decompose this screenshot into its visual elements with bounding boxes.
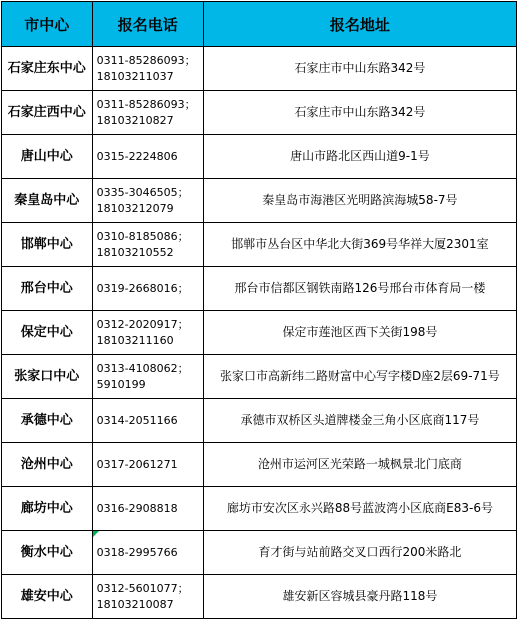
- address-cell: 石家庄市中山东路342号: [203, 91, 516, 135]
- address-cell: 廊坊市安次区永兴路88号蓝波湾小区底商E83-6号: [203, 487, 516, 531]
- registration-table-container: [1, 1, 517, 631]
- address-cell: 承德市双桥区头道牌楼金三角小区底商117号: [203, 399, 516, 443]
- table-row: [2, 487, 517, 531]
- address-cell: 秦皇岛市海港区光明路滨海城58-7号: [203, 179, 516, 223]
- phone-cell: [92, 355, 203, 399]
- center-name: 唐山中心: [2, 135, 93, 179]
- phone-primary: 0312-2020917；: [96, 317, 189, 331]
- phone-cell: [92, 399, 203, 443]
- phone-cell: [92, 135, 203, 179]
- phone-secondary: 18103210552: [96, 245, 174, 259]
- phone-secondary: 18103210087: [96, 597, 174, 611]
- center-name: 承德中心: [2, 399, 93, 443]
- header-row: [2, 2, 517, 47]
- phone-cell: [92, 531, 203, 575]
- center-name: 石家庄东中心: [2, 47, 93, 91]
- phone-primary: 0312-5601077；: [96, 581, 189, 595]
- table-row: [2, 47, 517, 91]
- table-row: [2, 355, 517, 399]
- phone-primary: 0311-85286093；: [96, 53, 196, 67]
- registration-table: [1, 1, 517, 619]
- center-name: 沧州中心: [2, 443, 93, 487]
- table-row: [2, 531, 517, 575]
- phone-secondary: 18103210827: [96, 113, 174, 127]
- phone-cell: [92, 267, 203, 311]
- phone-primary: 0335-3046505；: [96, 185, 189, 199]
- table-row: [2, 179, 517, 223]
- table-row: [2, 443, 517, 487]
- address-cell: 保定市莲池区西下关街198号: [203, 311, 516, 355]
- center-name: 廊坊中心: [2, 487, 93, 531]
- phone-primary: 0319-2668016；: [96, 281, 189, 295]
- phone-primary: 0316-2908818: [96, 501, 178, 515]
- comment-indicator-mark: [93, 531, 99, 537]
- phone-primary: 0311-85286093；: [96, 97, 196, 111]
- header-center: 市中心: [2, 2, 93, 47]
- center-name: 衡水中心: [2, 531, 93, 575]
- address-cell: 沧州市运河区光荣路一城枫景北门底商: [203, 443, 516, 487]
- table-row: [2, 311, 517, 355]
- phone-cell: [92, 47, 203, 91]
- center-name: 秦皇岛中心: [2, 179, 93, 223]
- phone-secondary: 18103211160: [96, 333, 174, 347]
- phone-primary: 0318-2995766: [96, 545, 178, 559]
- phone-cell: [92, 575, 203, 619]
- address-cell: 唐山市路北区西山道9-1号: [203, 135, 516, 179]
- table-row: [2, 575, 517, 619]
- address-cell: 邯郸市丛台区中华北大街369号华祥大厦2301室: [203, 223, 516, 267]
- table-row: [2, 91, 517, 135]
- phone-cell: [92, 91, 203, 135]
- phone-secondary: 18103212079: [96, 201, 174, 215]
- address-cell: 石家庄市中山东路342号: [203, 47, 516, 91]
- phone-primary: 0313-4108062；: [96, 361, 189, 375]
- center-name: 邢台中心: [2, 267, 93, 311]
- table-row: [2, 399, 517, 443]
- table-row: [2, 267, 517, 311]
- center-name: 保定中心: [2, 311, 93, 355]
- phone-secondary: 18103211037: [96, 69, 174, 83]
- phone-primary: 0310-8185086；: [96, 229, 189, 243]
- center-name: 张家口中心: [2, 355, 93, 399]
- address-cell: 雄安新区容城县豪丹路118号: [203, 575, 516, 619]
- phone-cell: [92, 487, 203, 531]
- table-row: [2, 223, 517, 267]
- table-body: [2, 47, 517, 619]
- phone-primary: 0315-2224806: [96, 149, 178, 163]
- address-cell: 育才街与站前路交叉口西行200米路北: [203, 531, 516, 575]
- phone-cell: [92, 179, 203, 223]
- table-header: [2, 2, 517, 47]
- center-name: 邯郸中心: [2, 223, 93, 267]
- phone-cell: [92, 443, 203, 487]
- header-phone: 报名电话: [92, 2, 203, 47]
- address-cell: 张家口市高新纬二路财富中心写字楼D座2层69-71号: [203, 355, 516, 399]
- center-name: 石家庄西中心: [2, 91, 93, 135]
- phone-cell: [92, 223, 203, 267]
- center-name: 雄安中心: [2, 575, 93, 619]
- header-address: 报名地址: [203, 2, 516, 47]
- phone-primary: 0317-2061271: [96, 457, 178, 471]
- address-cell: 邢台市信都区钢铁南路126号邢台市体育局一楼: [203, 267, 516, 311]
- phone-primary: 0314-2051166: [96, 413, 178, 427]
- phone-cell: [92, 311, 203, 355]
- table-row: [2, 135, 517, 179]
- phone-secondary: 5910199: [96, 377, 146, 391]
